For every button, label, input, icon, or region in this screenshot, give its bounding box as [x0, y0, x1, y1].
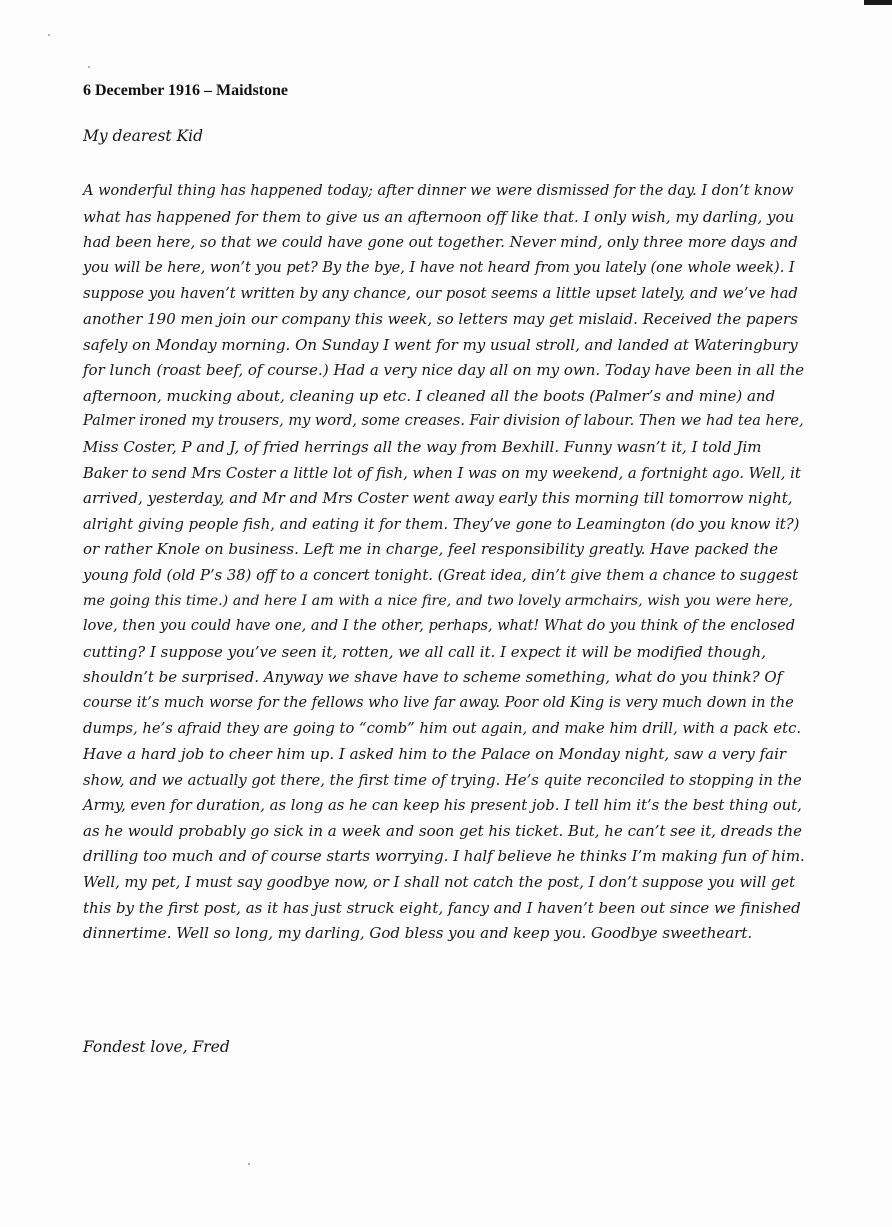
body-line: afternoon, mucking about, cleaning up etc. I cleaned all the boots (Palmer’s and mine) and — [83, 386, 776, 405]
body-line: as he would probably go sick in a week and soon get his ticket. But, he can’t see it, dreads the — [83, 821, 802, 840]
body-line: had been here, so that we could have gone out together. Never mind, only three more days and — [83, 234, 798, 252]
body-line: cutting? I suppose you’ve seen it, rotten, we all call it. I expect it will be modified though, — [83, 642, 766, 661]
scan-speck — [88, 66, 90, 68]
letter-salutation: My dearest Kid — [83, 127, 204, 145]
body-line: young fold (old P’s 38) off to a concert tonight. (Great idea, din’t give them a chance to suggest — [83, 566, 799, 584]
body-line: love, then you could have one, and I the other, perhaps, what! What do you think of the enclosed — [83, 618, 795, 635]
body-line: shouldn’t be surprised. Anyway we shave have to scheme something, what do you think? Of — [83, 668, 783, 687]
body-line: or rather Knole on business. Left me in charge, feel responsibility greatly. Have packed the — [83, 540, 779, 559]
body-line: safely on Monday morning. On Sunday I went for my usual stroll, and landed at Wateringbury — [83, 335, 798, 354]
body-line: me going this time.) and here I am with a nice fire, and two lovely armchairs, wish you were here, — [83, 592, 794, 609]
body-line: Baker to send Mrs Coster a little lot of fish, when I was on my weekend, a fortnight ago. Well, it — [83, 464, 801, 482]
body-line: course it’s much worse for the fellows who live far away. Poor old King is very much down in the — [83, 694, 794, 711]
body-line: A wonderful thing has happened today; after dinner we were dismissed for the day. I don’t know — [83, 183, 794, 199]
body-line: alright giving people fish, and eating it for them. They’ve gone to Leamington (do you know it?) — [83, 515, 800, 533]
body-line: show, and we actually got there, the first time of trying. He’s quite reconciled to stopping in the — [83, 771, 802, 789]
body-line: Well, my pet, I must say goodbye now, or I shall not catch the post, I don’t suppose you will get — [83, 874, 796, 892]
body-line: another 190 men join our company this week, so letters may get mislaid. Received the papers — [83, 309, 798, 328]
body-line: arrived, yesterday, and Mr and Mrs Coster went away early this morning till tomorrow night, — [83, 489, 793, 508]
body-line: you will be here, won’t you pet? By the bye, I have not heard from you lately (one whole week). I — [83, 259, 795, 276]
body-line: what has happened for them to give us an afternoon off like that. I only wish, my darling, you — [83, 207, 795, 226]
body-line: Have a hard job to cheer him up. I asked him to the Palace on Monday night, saw a very fair — [83, 745, 787, 764]
scan-edge-mark — [864, 0, 892, 5]
scan-speck — [248, 1163, 250, 1165]
body-line: Palmer ironed my trousers, my word, some creases. Fair division of labour. Then we had tea here, — [83, 413, 804, 430]
body-line: Army, even for duration, as long as he can keep his present job. I tell him it’s the best thing out, — [83, 797, 802, 815]
scan-speck — [48, 34, 50, 36]
letter-signoff: Fondest love, Fred — [83, 1038, 230, 1056]
letter-date-heading: 6 December 1916 – Maidstone — [83, 82, 288, 99]
body-line: Miss Coster, P and J, of fried herrings all the way from Bexhill. Funny wasn’t it, I told Jim — [83, 437, 762, 456]
body-line: suppose you haven’t written by any chance, our posot seems a little upset lately, and we’ve had — [83, 285, 798, 303]
body-line: dumps, he’s afraid they are going to “comb” him out again, and make him drill, with a pack etc. — [83, 720, 802, 738]
body-line: for lunch (roast beef, of course.) Had a very nice day all on my own. Today have been in all the — [83, 361, 805, 380]
body-line: dinnertime. Well so long, my darling, God bless you and keep you. Goodbye sweetheart. — [83, 924, 753, 943]
body-line: drilling too much and of course starts worrying. I half believe he thinks I’m making fun of him. — [83, 847, 805, 866]
body-line: this by the first post, as it has just struck eight, fancy and I haven’t been out since we finished — [83, 898, 801, 917]
letter-body — [83, 179, 803, 947]
